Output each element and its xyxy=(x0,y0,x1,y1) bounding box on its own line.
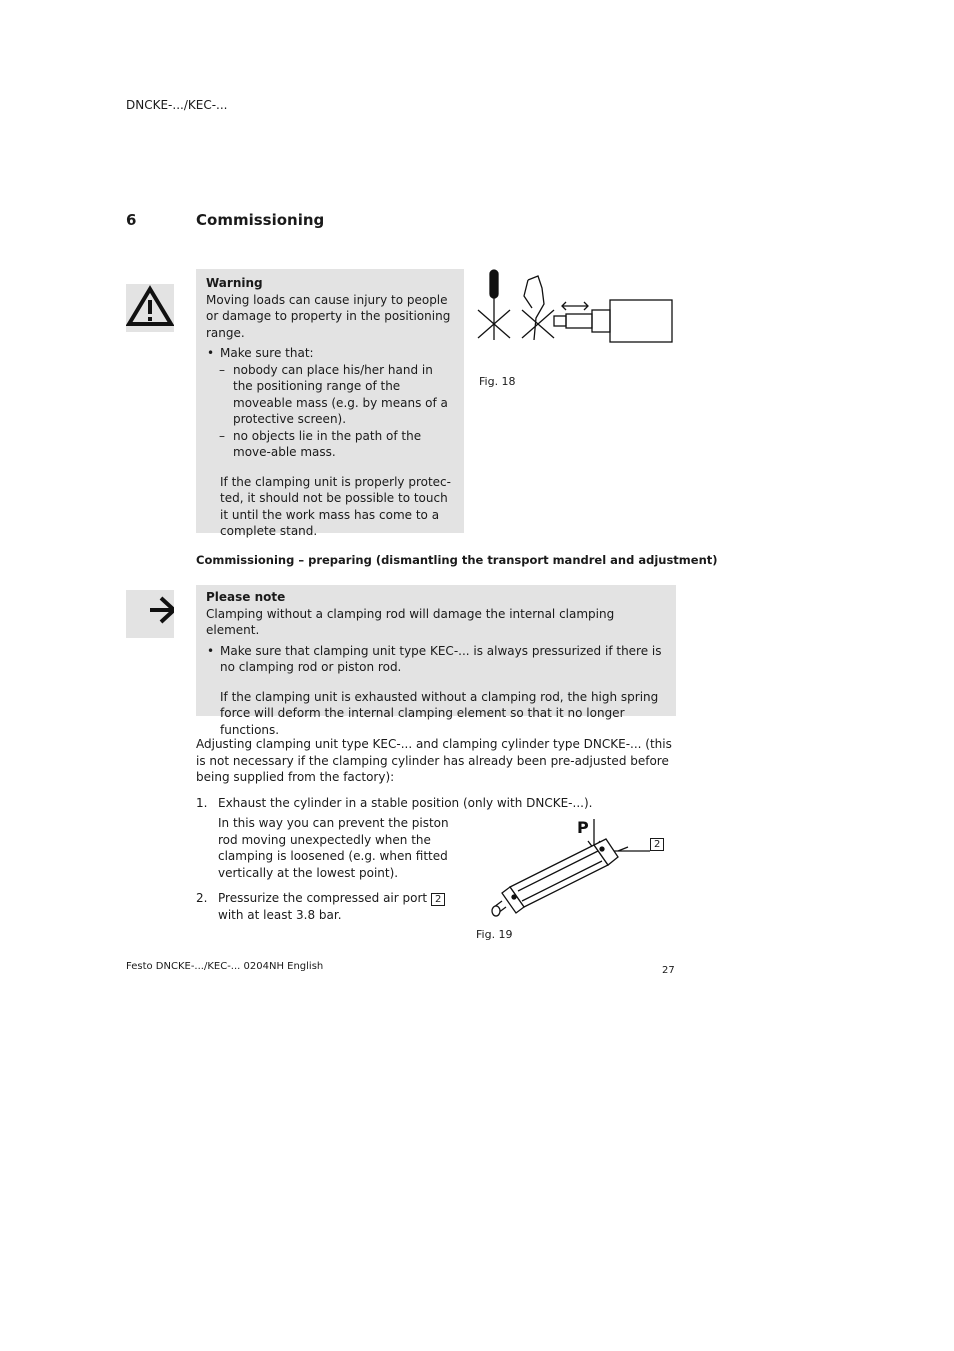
step-text xyxy=(218,890,458,923)
arrow-right-icon xyxy=(126,590,174,638)
step-text-after: with at least 3.8 bar. xyxy=(218,907,342,922)
pressure-symbol: P xyxy=(577,818,589,837)
note-title: Please note xyxy=(206,590,286,604)
warning-icon xyxy=(126,284,174,332)
fig19-port-tag-text: 2 xyxy=(650,838,664,851)
warning-dash-text: no objects lie in the path of the move-able mass. xyxy=(233,428,422,459)
warning-closing: If the clamping unit is properly protec-ted, it should not be possible to touch it until the work mass has come to a complete stand. xyxy=(220,474,451,538)
fig18-illustration xyxy=(476,268,676,346)
warning-dash-text: nobody can place his/her hand in the positioning range of the moveable mass (e.g. by means of a protective screen). xyxy=(233,362,448,426)
note-bullet-text: Make sure that clamping unit type KEC-... is always pressurized if there is no clamping rod or piston rod. xyxy=(220,643,662,674)
warning-box xyxy=(196,269,464,538)
note-bullet: • Make sure that clamping unit type KEC-... is always pressurized if there is no clamping rod or piston rod. xyxy=(207,643,662,674)
footer-doc-info: Festo DNCKE-.../KEC-... 0204NH English xyxy=(126,961,324,972)
subheading: Commissioning – preparing (dismantling the transport mandrel and adjustment) xyxy=(196,553,718,567)
warning-bullet-text: Make sure that: xyxy=(220,346,314,360)
note-box xyxy=(196,585,676,737)
page-number: 27 xyxy=(662,965,675,976)
step-subtext: In this way you can prevent the piston rod moving unexpectedly when the clamping is loosened (e.g. when fitted vertically at the lowest point). xyxy=(218,816,449,880)
intro-paragraph: Adjusting clamping unit type KEC-... and clamping cylinder type DNCKE-... (this is not necessary if the clamping cylinder has already been pre-adjusted before being supplied from the factory): xyxy=(196,737,672,784)
warning-dash-item: – nobody can place his/her hand in the positioning range of the moveable mass (e.g. by means of a protective screen). xyxy=(219,362,448,426)
step-number: 1. xyxy=(196,796,208,810)
section-number: 6 xyxy=(126,211,137,229)
step-number: 2. xyxy=(196,891,208,905)
step-text-before: Pressurize the compressed air port xyxy=(218,891,428,905)
note-intro: Clamping without a clamping rod will damage the internal clamping element. xyxy=(206,606,615,637)
warning-intro: Moving loads can cause injury to people or damage to property in the positioning range. xyxy=(206,292,451,340)
warning-bullet: • Make sure that: xyxy=(207,346,314,360)
step-text: Exhaust the cylinder in a stable position (only with DNCKE-...). xyxy=(218,796,593,810)
warning-title: Warning xyxy=(206,276,263,290)
warning-dash-item: – no objects lie in the path of the move-able mass. xyxy=(219,428,422,459)
port-tag: 2 xyxy=(431,893,445,906)
fig19-port-tag xyxy=(650,832,664,851)
running-header: DNCKE-.../KEC-... xyxy=(126,98,228,112)
note-closing: If the clamping unit is exhausted without a clamping rod, the high spring force will deform the internal clamping element so that it no longer functions. xyxy=(220,689,659,737)
fig18-label: Fig. 18 xyxy=(479,375,516,388)
section-title: Commissioning xyxy=(196,211,325,229)
fig19-label: Fig. 19 xyxy=(476,928,513,941)
